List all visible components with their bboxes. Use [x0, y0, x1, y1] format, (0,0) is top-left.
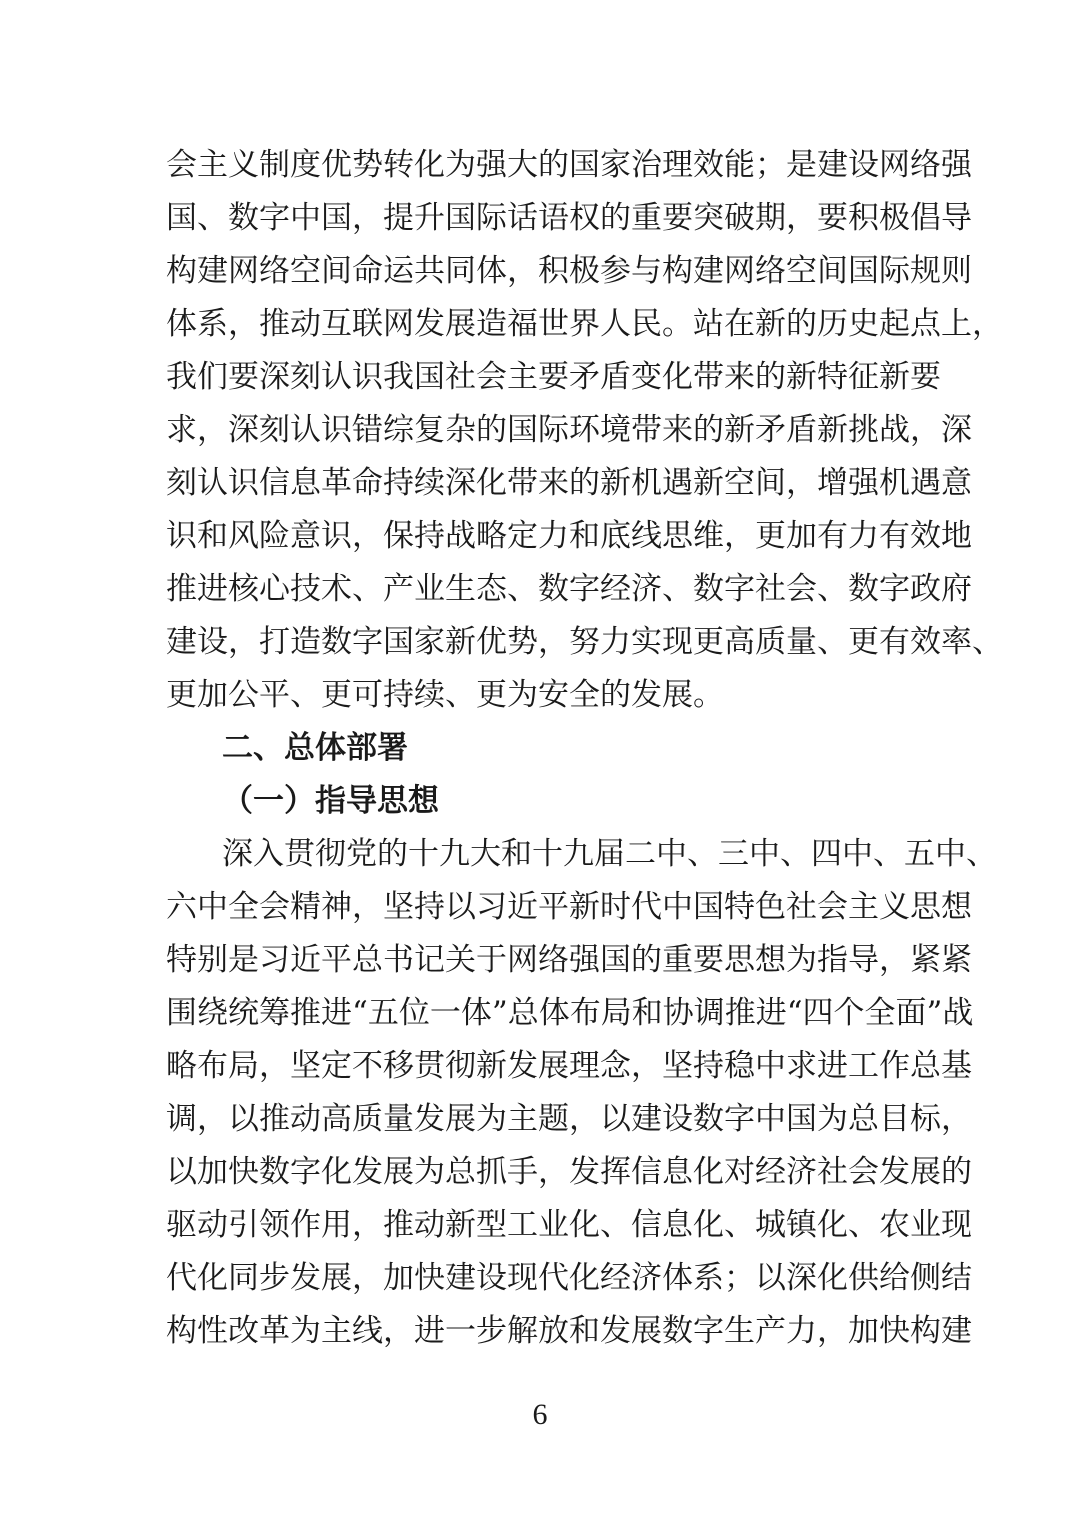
text-line: 会主义制度优势转化为强大的国家治理效能；是建设网络强: [166, 147, 972, 183]
text-line: 代化同步发展，加快建设现代化经济体系；以深化供给侧结: [166, 1260, 972, 1296]
text-line: 构建网络空间命运共同体，积极参与构建网络空间国际规则: [166, 253, 972, 289]
text-line: 识和风险意识，保持战略定力和底线思维，更加有力有效地: [166, 518, 972, 554]
text-line: 推进核心技术、产业生态、数字经济、数字社会、数字政府: [166, 571, 972, 607]
text-line: 求，深刻认识错综复杂的国际环境带来的新矛盾新挑战，深: [166, 412, 972, 448]
text-line: 围绕统筹推进“五位一体”总体布局和协调推进“四个全面”战: [166, 995, 974, 1031]
text-line: 六中全会精神，坚持以习近平新时代中国特色社会主义思想: [166, 889, 972, 925]
text-line: 体系，推动互联网发展造福世界人民。站在新的历史起点上，: [166, 306, 1003, 342]
text-line: 国、数字中国，提升国际话语权的重要突破期，要积极倡导: [166, 200, 972, 236]
text-line: 刻认识信息革命持续深化带来的新机遇新空间，增强机遇意: [166, 465, 972, 501]
text-line: 以加快数字化发展为总抓手，发挥信息化对经济社会发展的: [166, 1154, 972, 1190]
text-line: 驱动引领作用，推动新型工业化、信息化、城镇化、农业现: [166, 1207, 972, 1243]
text-line: 特别是习近平总书记关于网络强国的重要思想为指导，紧紧: [166, 942, 972, 978]
text-line: 构性改革为主线，进一步解放和发展数字生产力，加快构建: [166, 1313, 972, 1349]
text-line: 我们要深刻认识我国社会主要矛盾变化带来的新特征新要: [166, 359, 941, 395]
text-line: 更加公平、更可持续、更为安全的发展。: [166, 677, 724, 713]
text-line: 深入贯彻党的十九大和十九届二中、三中、四中、五中、: [222, 836, 997, 872]
page-number: 6: [532, 1398, 548, 1431]
section-heading: 二、总体部署: [222, 730, 408, 766]
text-line: 调，以推动高质量发展为主题，以建设数字中国为总目标，: [166, 1101, 972, 1137]
text-line: 建设，打造数字国家新优势，努力实现更高质量、更有效率、: [166, 624, 1003, 660]
text-line: 略布局，坚定不移贯彻新发展理念，坚持稳中求进工作总基: [166, 1048, 972, 1084]
subsection-heading: （一）指导思想: [222, 783, 439, 819]
